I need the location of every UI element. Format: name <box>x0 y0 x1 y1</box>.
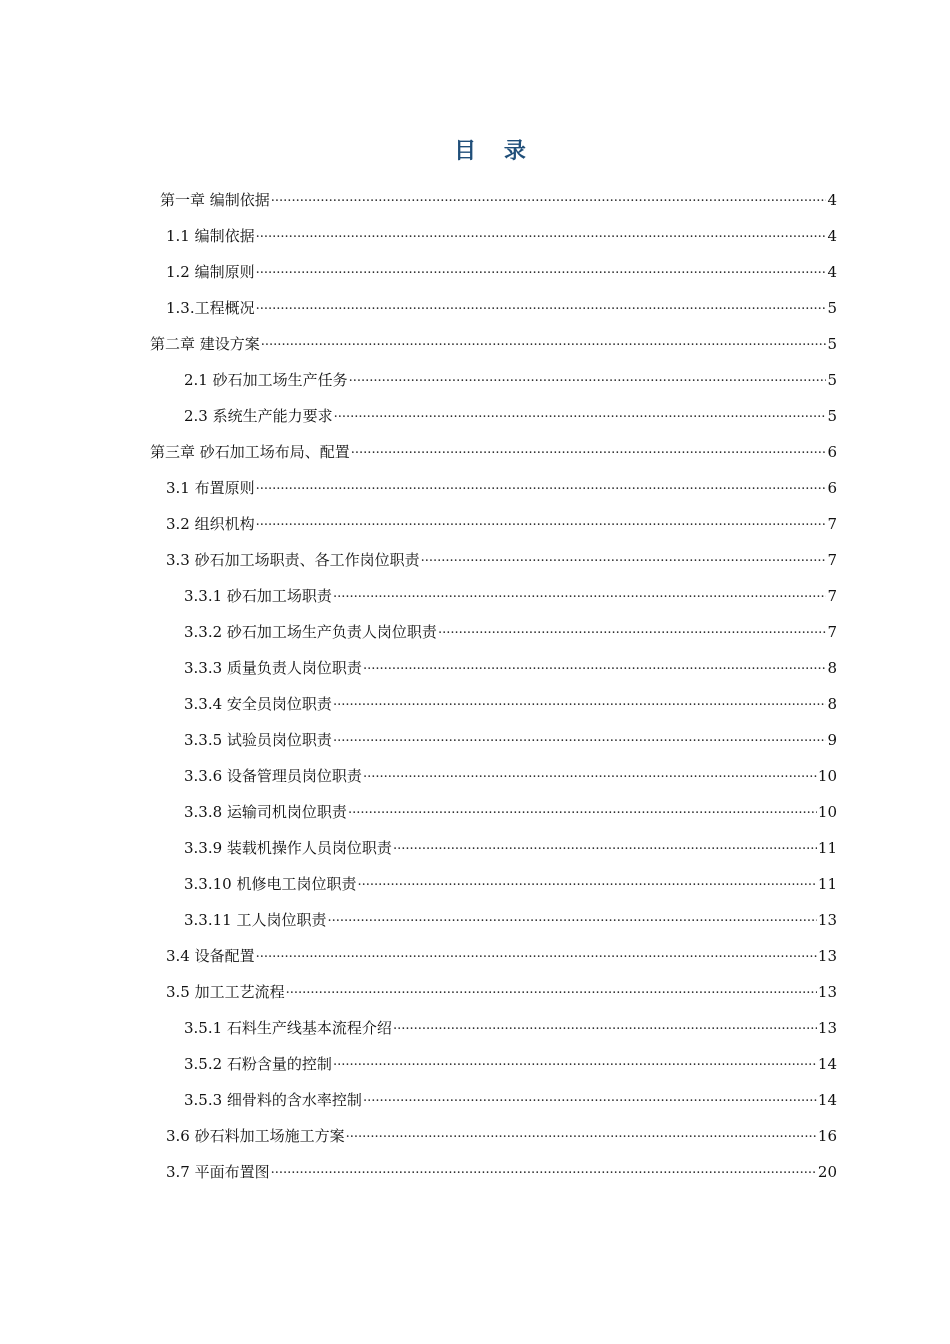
toc-leader-dots <box>393 1018 817 1038</box>
toc-entry-page: 16 <box>817 1127 837 1145</box>
toc-entry-page: 4 <box>827 263 837 281</box>
toc-leader-dots <box>348 802 817 822</box>
toc-entry-label: 3.6 砂石料加工场施工方案 <box>166 1127 345 1145</box>
toc-leader-dots <box>256 478 827 498</box>
toc-entry-page: 7 <box>827 623 837 641</box>
toc-leader-dots <box>438 622 827 642</box>
toc-entry-label: 3.3.10 机修电工岗位职责 <box>184 875 357 893</box>
toc-entry[interactable] <box>184 830 837 866</box>
toc-entry-label: 3.5 加工工艺流程 <box>166 983 285 1001</box>
toc-entry[interactable] <box>184 794 837 830</box>
toc-entry[interactable] <box>184 614 837 650</box>
toc-entry-label: 1.1 编制依据 <box>166 227 255 245</box>
toc-entry[interactable] <box>184 362 837 398</box>
toc-entry[interactable] <box>184 398 837 434</box>
toc-entry[interactable] <box>166 1118 837 1154</box>
toc-entry-label: 3.4 设备配置 <box>166 947 255 965</box>
toc-leader-dots <box>363 658 827 678</box>
toc-leader-dots <box>261 334 827 354</box>
toc-entry[interactable] <box>166 938 837 974</box>
toc-entry-label: 3.1 布置原则 <box>166 479 255 497</box>
toc-entry[interactable] <box>150 434 837 470</box>
toc-entry-page: 5 <box>827 371 837 389</box>
toc-entry[interactable] <box>166 542 837 578</box>
toc-entry-label: 1.2 编制原则 <box>166 263 255 281</box>
toc-entry-label: 3.3.4 安全员岗位职责 <box>184 695 332 713</box>
toc-entry-label: 2.3 系统生产能力要求 <box>184 407 333 425</box>
toc-entry-page: 7 <box>827 551 837 569</box>
toc-entry[interactable] <box>166 506 837 542</box>
toc-entry-label: 3.5.1 石料生产线基本流程介绍 <box>184 1019 392 1037</box>
toc-leader-dots <box>363 766 817 786</box>
toc-entry[interactable] <box>184 902 837 938</box>
toc-entry-label: 第二章 建设方案 <box>150 335 260 353</box>
toc-leader-dots <box>393 838 817 858</box>
toc-leader-dots <box>333 1054 817 1074</box>
toc-entry-page: 5 <box>827 299 837 317</box>
toc-entry-page: 10 <box>817 767 837 785</box>
toc-entry-label: 3.3.6 设备管理员岗位职责 <box>184 767 362 785</box>
toc-entry[interactable] <box>166 470 837 506</box>
toc-entry-label: 3.5.2 石粉含量的控制 <box>184 1055 332 1073</box>
toc-leader-dots <box>256 298 827 318</box>
toc-entry-page: 11 <box>817 839 837 857</box>
toc-entry[interactable] <box>166 1154 837 1190</box>
toc-entry-page: 7 <box>827 515 837 533</box>
toc-entry-page: 13 <box>817 1019 837 1037</box>
toc-entry-page: 6 <box>827 479 837 497</box>
toc-entry-page: 4 <box>827 227 837 245</box>
toc-leader-dots <box>363 1090 817 1110</box>
toc-entry[interactable] <box>166 290 837 326</box>
toc-entry[interactable] <box>150 326 837 362</box>
toc-entry-label: 2.1 砂石加工场生产任务 <box>184 371 348 389</box>
toc-leader-dots <box>271 190 827 210</box>
toc-entry-label: 3.3.1 砂石加工场职责 <box>184 587 332 605</box>
toc-leader-dots <box>333 694 827 714</box>
toc-leader-dots <box>334 406 827 426</box>
toc-entry-label: 3.3 砂石加工场职责、各工作岗位职责 <box>166 551 420 569</box>
toc-entry-label: 3.3.3 质量负责人岗位职责 <box>184 659 362 677</box>
toc-leader-dots <box>349 370 827 390</box>
toc-leader-dots <box>286 982 817 1002</box>
toc-entry-page: 8 <box>827 695 837 713</box>
toc-entry-label: 第三章 砂石加工场布局、配置 <box>150 443 350 461</box>
toc-entry-page: 6 <box>827 443 837 461</box>
toc-entry[interactable] <box>184 1046 837 1082</box>
toc-entry-page: 14 <box>817 1055 837 1073</box>
toc-entry[interactable] <box>184 650 837 686</box>
toc-entry[interactable] <box>160 182 837 218</box>
toc-entry-label: 3.3.5 试验员岗位职责 <box>184 731 332 749</box>
toc-entry-page: 7 <box>827 587 837 605</box>
toc-entry[interactable] <box>184 1082 837 1118</box>
toc-entry-page: 13 <box>817 947 837 965</box>
toc-entry[interactable] <box>184 758 837 794</box>
toc-entry[interactable] <box>166 254 837 290</box>
toc-entry-label: 3.3.9 装载机操作人员岗位职责 <box>184 839 392 857</box>
toc-entry-page: 8 <box>827 659 837 677</box>
toc-entry-label: 3.7 平面布置图 <box>166 1163 270 1181</box>
toc-entry[interactable] <box>184 722 837 758</box>
toc-leader-dots <box>256 514 827 534</box>
toc-entry[interactable] <box>166 218 837 254</box>
toc-entry-page: 20 <box>817 1163 837 1181</box>
toc-leader-dots <box>256 226 827 246</box>
toc-entry-label: 3.5.3 细骨料的含水率控制 <box>184 1091 362 1109</box>
toc-leader-dots <box>351 442 827 462</box>
toc-leader-dots <box>333 730 827 750</box>
toc-entry-label: 3.3.8 运输司机岗位职责 <box>184 803 347 821</box>
toc-leader-dots <box>327 910 816 930</box>
toc-entry[interactable] <box>184 1010 837 1046</box>
toc-entry-page: 13 <box>817 911 837 929</box>
toc-leader-dots <box>271 1162 817 1182</box>
toc-entry-page: 5 <box>827 407 837 425</box>
toc-entry-page: 5 <box>827 335 837 353</box>
toc-leader-dots <box>357 874 816 894</box>
toc-entry[interactable] <box>184 866 837 902</box>
toc-entry-label: 第一章 编制依据 <box>160 191 270 209</box>
toc-entry[interactable] <box>184 686 837 722</box>
toc-entry[interactable] <box>166 974 837 1010</box>
toc-entry-page: 4 <box>827 191 837 209</box>
toc-entry-page: 11 <box>817 875 837 893</box>
toc-leader-dots <box>346 1126 817 1146</box>
toc-entry-label: 3.3.2 砂石加工场生产负责人岗位职责 <box>184 623 437 641</box>
toc-leader-dots <box>421 550 827 570</box>
toc-entry-page: 13 <box>817 983 837 1001</box>
toc-entry-label: 3.2 组织机构 <box>166 515 255 533</box>
toc-entry[interactable] <box>184 578 837 614</box>
toc-leader-dots <box>256 262 827 282</box>
toc-entry-label: 1.3.工程概况 <box>166 299 255 317</box>
toc-entry-page: 10 <box>817 803 837 821</box>
toc-leader-dots <box>256 946 817 966</box>
toc-entry-page: 14 <box>817 1091 837 1109</box>
toc-leader-dots <box>333 586 827 606</box>
toc-entry-page: 9 <box>827 731 837 749</box>
toc-entry-label: 3.3.11 工人岗位职责 <box>184 911 327 929</box>
toc-title: 目 录 <box>454 138 536 164</box>
